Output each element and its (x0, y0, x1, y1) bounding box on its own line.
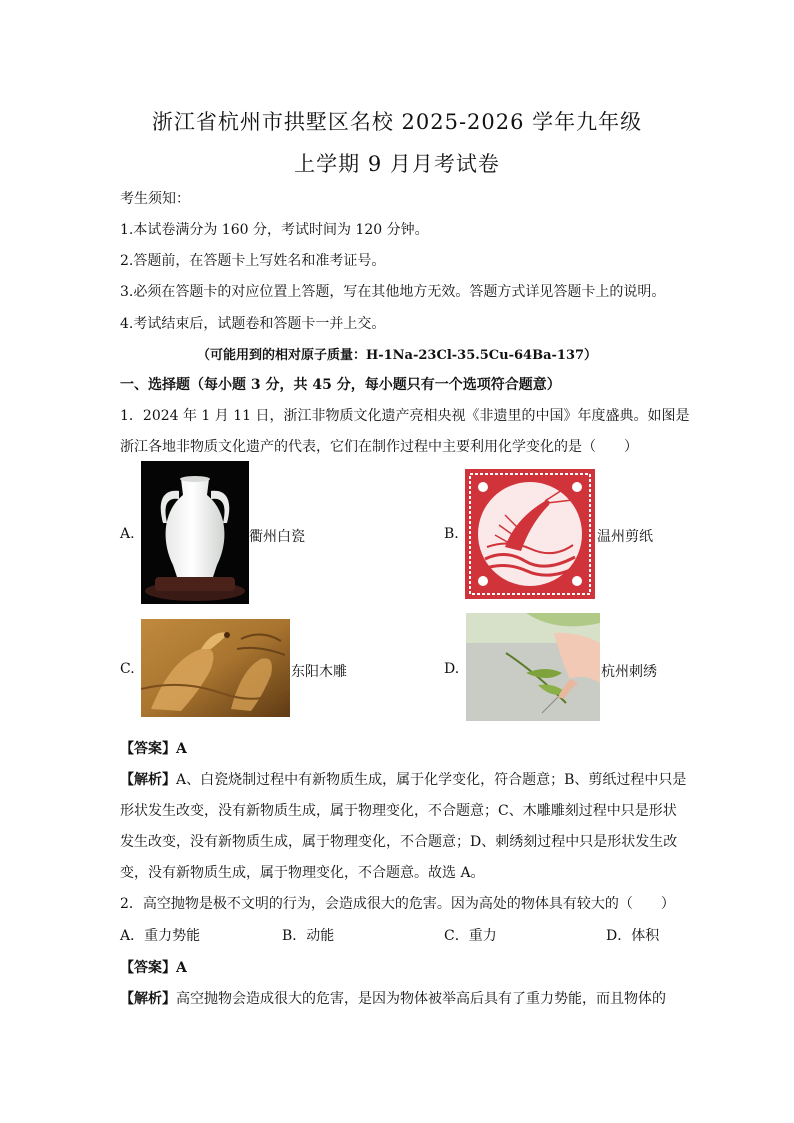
q2-choice-b: B．动能 (282, 928, 335, 944)
q2-choice-a: A．重力势能 (120, 928, 201, 944)
q1-text-line2: 浙江各地非物质文化遗产的代表，它们在制作过程中主要利用化学变化的是（ ） (120, 439, 638, 455)
q2-analysis-line1 (120, 988, 666, 1008)
q1-text-line1: 1．2024 年 1 月 11 日，浙江非物质文化遗产亮相央视《非遗里的中国》年度盛典。如图是 (120, 408, 690, 424)
q2-text: 2．高空抛物是极不文明的行为，会造成很大的危害。因为高处的物体具有较大的（ ） (120, 896, 675, 912)
q1-option-b-caption: 温州剪纸 (597, 529, 653, 545)
q2-choice-d: D．体积 (606, 928, 660, 944)
q1-analysis-line2: 形状发生改变，没有新物质生成，属于物理变化，不合题意；C、木雕雕刻过程中只是形状 (120, 803, 677, 819)
q1-option-c-letter: C. (120, 661, 135, 677)
q1-analysis-text-1: A、白瓷烧制过程中有新物质生成，属于化学变化，符合题意；B、剪纸过程中只是 (176, 772, 687, 788)
q1-option-a-letter: A. (120, 526, 135, 542)
q2-answer: 【答案】A (120, 960, 187, 976)
notice-item-3: 3.必须在答题卡的对应位置上答题，写在其他地方无效。答题方式详见答题卡上的说明。 (120, 284, 666, 300)
red-papercut-shrimp-image (465, 469, 595, 599)
q2-analysis-label: 【解析】 (120, 991, 176, 1007)
exam-title-line1: 浙江省杭州市拱墅区名校 2025-2026 学年九年级 (151, 110, 643, 134)
notice-item-2: 2.答题前，在答题卡上写姓名和准考证号。 (120, 253, 386, 269)
atomic-mass-note: （可能用到的相对原子质量：H-1Na-23Cl-35.5Cu-64Ba-137） (196, 348, 598, 363)
q1-option-c-caption: 东阳木雕 (291, 664, 347, 680)
notice-heading: 考生须知： (120, 191, 190, 207)
q1-analysis-line1 (120, 769, 686, 789)
q1-analysis-line4: 变，没有新物质生成，属于物理变化，不合题意。故选 A。 (120, 865, 485, 881)
white-porcelain-vase-image (141, 461, 249, 604)
q1-option-d-caption: 杭州刺绣 (601, 664, 657, 680)
exam-title-line2: 上学期 9 月月考试卷 (294, 152, 500, 176)
wood-carving-cranes-image (141, 619, 290, 717)
notice-item-4: 4.考试结束后，试题卷和答题卡一并上交。 (120, 316, 386, 332)
q1-option-b-letter: B. (444, 526, 459, 542)
notice-item-1: 1.本试卷满分为 160 分，考试时间为 120 分钟。 (120, 222, 429, 238)
q1-analysis-line3: 发生改变，没有新物质生成，属于物理变化，不合题意；D、刺绣刻过程中只是形状发生改 (120, 834, 678, 850)
embroidery-hand-image (466, 613, 600, 721)
q2-analysis-text: 高空抛物会造成很大的危害，是因为物体被举高后具有了重力势能，而且物体的 (176, 991, 666, 1007)
section1-heading: 一、选择题（每小题 3 分，共 45 分，每小题只有一个选项符合题意） (120, 377, 561, 393)
q1-analysis-label: 【解析】 (120, 772, 176, 788)
q2-choice-c: C．重力 (444, 928, 497, 944)
q1-option-a-caption: 衢州白瓷 (249, 529, 305, 545)
q1-option-d-letter: D. (444, 661, 460, 677)
q1-answer: 【答案】A (120, 741, 187, 757)
